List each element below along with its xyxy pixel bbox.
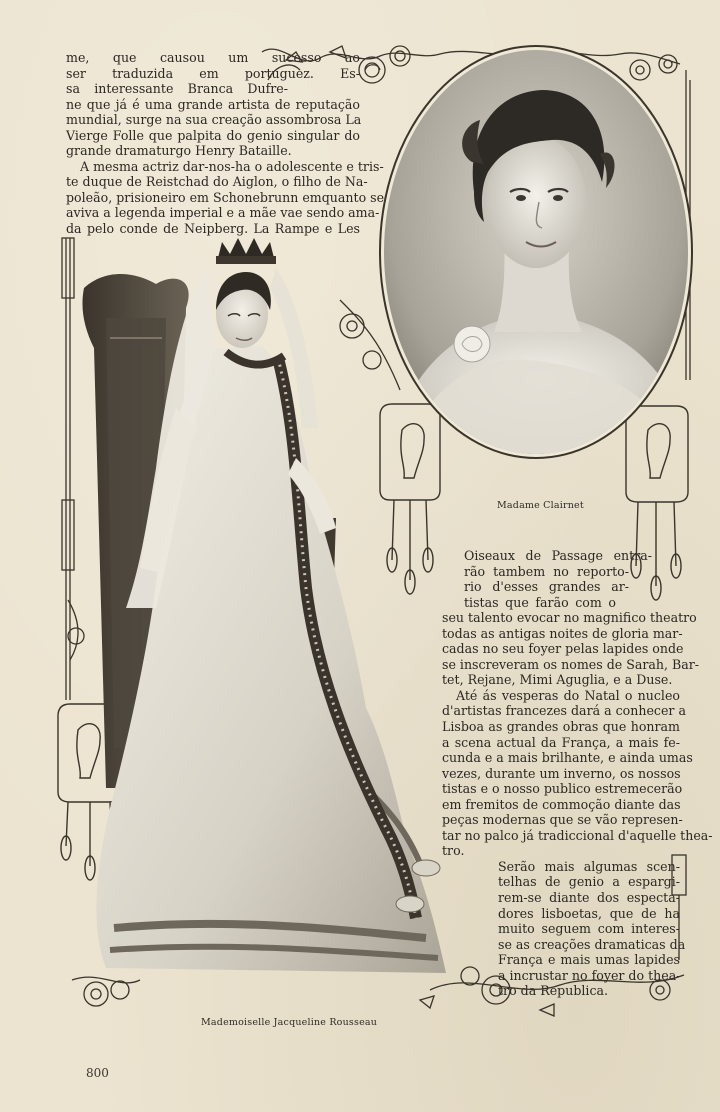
text-line: muito seguem com interes- <box>498 921 680 937</box>
text-line: me, que causou um sucesso ao <box>66 50 360 65</box>
text-line: se as creações dramaticas da <box>498 936 686 952</box>
text-line: em fremitos de commoção diante das <box>442 796 681 812</box>
text-line: rão tambem no reporto- <box>464 563 629 579</box>
text-line: tistas que farão com o <box>464 594 616 610</box>
text-line: todas as antigas noites de gloria mar- <box>442 625 683 641</box>
text-line: seu talento evocar no magnifico theatro <box>442 610 697 626</box>
text-line: França e mais umas lapides <box>498 952 680 968</box>
text-line: rem-se diante dos especta- <box>498 890 680 906</box>
caption-madame-clairnet: Madame Clairnet <box>497 500 584 511</box>
text-line: vezes, durante um inverno, os nossos <box>442 765 681 781</box>
text-line: a incrustar no foyer do thea- <box>498 967 681 983</box>
text-line: aviva a legenda imperial e a mãe vae sendo ama- <box>66 205 380 221</box>
text-line: Vierge Folle que palpita do genio singular do <box>66 127 360 143</box>
text-line: tistas e o nosso publico estremecerão <box>442 781 683 797</box>
text-line: peças modernas que se vão represen- <box>442 812 683 828</box>
text-line: dores lisboetas, que de ha <box>498 905 680 921</box>
portrait-jacqueline-rousseau <box>66 228 466 998</box>
text-line: tar no palco já tradiccional d'aquelle thea- <box>442 827 713 843</box>
text-line: tro. <box>442 843 465 859</box>
text-line: tro da Republica. <box>498 983 609 999</box>
text-line: Oiseaux de Passage entra- <box>464 548 652 563</box>
text-line: tet, Rejane, Mimi Aguglia, e a Duse. <box>442 672 673 688</box>
text-line: da pelo conde de Neipberg. La Rampe e Les <box>66 221 360 237</box>
text-line: grande dramaturgo Henry Bataille. <box>66 143 292 159</box>
page-number: 800 <box>86 1066 109 1080</box>
text-line: mundial, surge na sua creação assombrosa La <box>66 112 362 128</box>
text-line: A mesma actriz dar-nos-ha o adolescente e tris- <box>80 158 384 174</box>
text-line: telhas de genio a espargi- <box>498 874 680 890</box>
caption-jacqueline-rousseau: Mademoiselle Jacqueline Rousseau <box>201 1017 378 1028</box>
text-line: rio d'esses grandes ar- <box>464 579 629 595</box>
text-line: ne que já é uma grande artista de reputação <box>66 96 360 112</box>
text-line: Até ás vesperas do Natal o nucleo <box>456 687 680 703</box>
text-line: cunda e a mais brilhante, e ainda umas <box>442 750 693 766</box>
text-line: se inscreveram os nomes de Sarah, Bar- <box>442 656 700 672</box>
text-line: d'artistas francezes dará a conhecer a <box>442 703 686 719</box>
text-line: te duque de Reistchad do Aiglon, o filho de Na- <box>66 174 368 190</box>
text-line: poleão, prisioneiro em Schonebrunn emquanto se <box>66 189 385 205</box>
text-line: cadas no seu foyer pelas lapides onde <box>442 641 684 657</box>
text-line: Lisboa as grandes obras que honram <box>442 719 680 735</box>
text-line: ser traduzida em portuguez. Es- <box>66 65 360 81</box>
text-line: Serão mais algumas scen- <box>498 858 680 874</box>
text-line: a scena actual da França, a mais fe- <box>442 734 680 750</box>
text-line: sa interessante Branca Dufre- <box>66 81 288 97</box>
